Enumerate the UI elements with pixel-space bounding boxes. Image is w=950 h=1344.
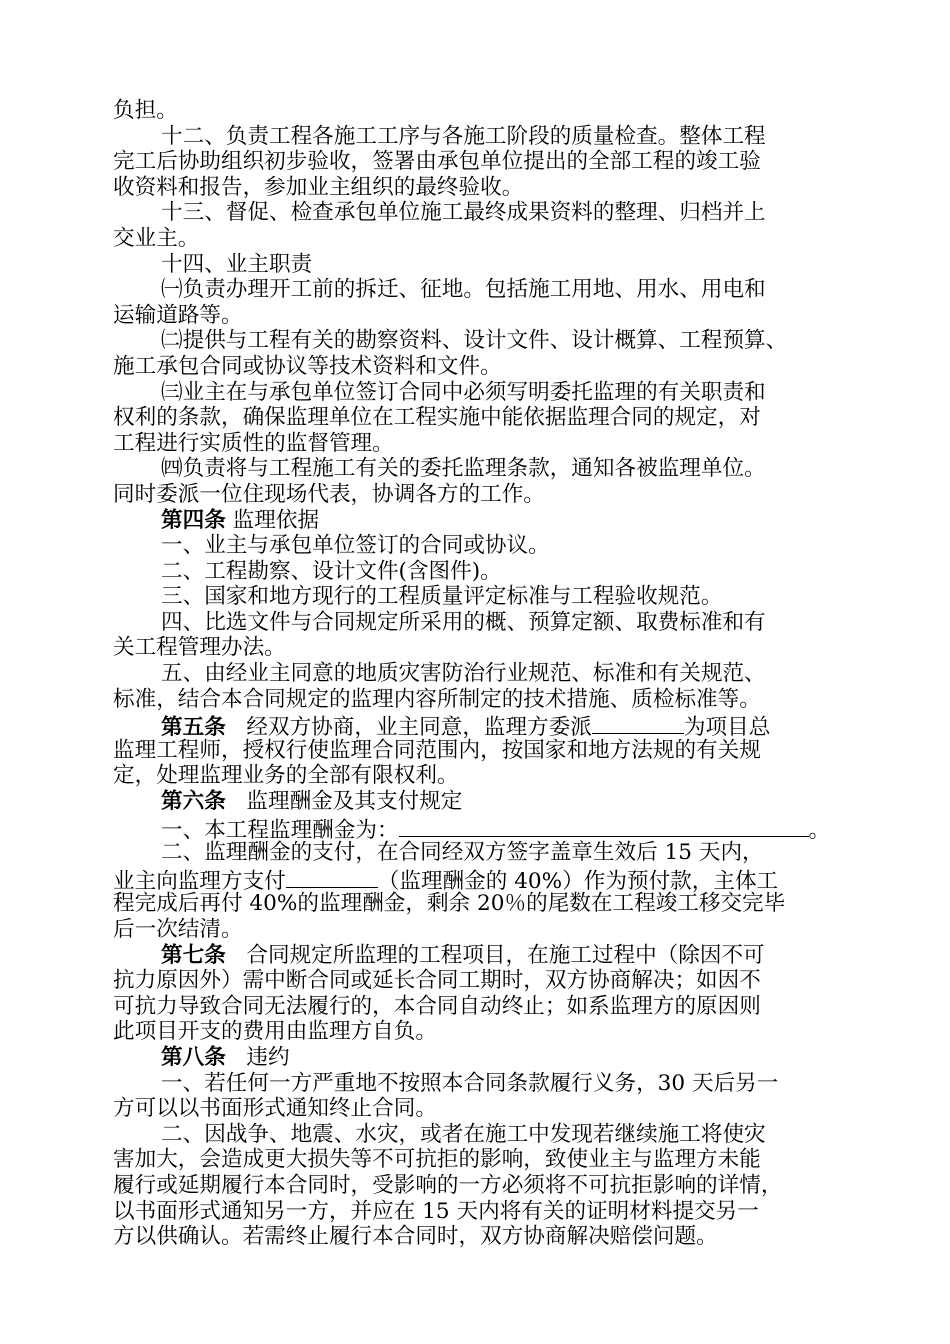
paragraph-line: 一、业主与承包单位签订的合同或协议。: [161, 533, 550, 559]
paragraph-line: 以书面形式通知另一方，并应在 15 天内将有关的证明材料提交另一: [113, 1198, 759, 1224]
paragraph-line: 可抗力导致合同无法履行的，本合同自动终止；如系监理方的原因则: [113, 993, 761, 1019]
prepayment-blank[interactable]: [286, 867, 378, 888]
article-number: 第八条: [161, 1044, 226, 1070]
paragraph-line: 监理工程师，授权行使监理合同范围内，按国家和地方法规的有关规: [113, 737, 761, 763]
article-6-heading: 第六条 监理酬金及其支付规定: [161, 789, 463, 815]
paragraph-line: 四、比选文件与合同规定所采用的概、预算定额、取费标准和有: [161, 609, 766, 635]
article-5-line: 第五条 经双方协商，业主同意，监理方委派 为项目总: [161, 715, 771, 741]
paragraph-line: ㈡提供与工程有关的勘察资料、设计文件、设计概算、工程预算、: [161, 328, 788, 354]
paragraph-line: 十二、负责工程各施工工序与各施工阶段的质量检查。整体工程: [161, 123, 766, 149]
supervisor-name-blank[interactable]: [592, 713, 684, 734]
paragraph-line: 运输道路等。: [113, 302, 243, 328]
paragraph-line: 工程进行实质性的监督管理。: [113, 430, 394, 456]
article-4-heading: 第四条 监理依据: [161, 507, 320, 533]
paragraph-line: 施工承包合同或协议等技术资料和文件。: [113, 353, 502, 379]
paragraph-line: ㈣负责将与工程施工有关的委托监理条款，通知各被监理单位。: [161, 456, 766, 482]
paragraph-line: 一、若任何一方严重地不按照本合同条款履行义务，30 天后另一: [161, 1070, 779, 1096]
paragraph-line: 同时委派一位住现场代表，协调各方的工作。: [113, 481, 545, 507]
paragraph-line: 方以供确认。若需终止履行本合同时，双方协商解决赔偿问题。: [113, 1224, 718, 1250]
paragraph-line: 二、工程勘察、设计文件(含图件)。: [161, 558, 502, 584]
article-number: 第七条: [161, 942, 226, 968]
article-7-line: 第七条 合同规定所监理的工程项目，在施工过程中（除因不可: [161, 942, 765, 968]
paragraph-line: 后一次结清。: [113, 917, 243, 942]
document-page: [113, 99, 853, 1251]
paragraph-line: 程完成后再付 40%的监理酬金，剩余 20％的尾数在工程竣工移交完毕: [113, 891, 786, 917]
paragraph-line: 完工后协助组织初步验收，签署由承包单位提出的全部工程的竣工验: [113, 149, 761, 175]
paragraph-line: 十三、督促、检查承包单位施工最终成果资料的整理、归档并上: [161, 200, 766, 226]
paragraph-line: ㈢业主在与承包单位签订合同中必须写明委托监理的有关职责和: [161, 379, 766, 405]
paragraph-line: 害加大，会造成更大损失等不可抗拒的影响，致使业主与监理方未能: [113, 1147, 761, 1173]
article-number: 第五条: [161, 715, 226, 741]
paragraph-line: 三、国家和地方现行的工程质量评定标准与工程验收规范。: [161, 584, 723, 610]
paragraph-line: 收资料和报告，参加业主组织的最终验收。: [113, 174, 524, 200]
paragraph-line: 定，处理监理业务的全部有限权利。: [113, 763, 459, 789]
paragraph-line: 业主向监理方支付 （监理酬金的 40%）作为预付款，主体工: [113, 868, 779, 894]
section-heading: 十四、业主职责: [161, 251, 313, 277]
paragraph-line: 关工程管理办法。: [113, 635, 286, 661]
paragraph-line: 负担。: [113, 98, 178, 123]
article-number: 第四条: [161, 507, 226, 533]
paragraph-line: 履行或延期履行本合同时，受影响的一方必须将不可抗拒影响的详情，: [113, 1172, 783, 1198]
article-8-heading: 第八条 违约: [161, 1044, 290, 1070]
paragraph-line: 一、本工程监理酬金为： 。: [161, 817, 831, 843]
paragraph-line: 二、监理酬金的支付，在合同经双方签字盖章生效后 15 天内，: [161, 840, 764, 866]
paragraph-line: ㈠负责办理开工前的拆迁、征地。包括施工用地、用水、用电和: [161, 277, 766, 303]
fee-amount-blank[interactable]: [399, 816, 809, 837]
paragraph-line: 二、因战争、地震、水灾，或者在施工中发现若继续施工将使灾: [161, 1121, 766, 1147]
paragraph-line: 权利的条款，确保监理单位在工程实施中能依据监理合同的规定，对: [113, 405, 761, 431]
paragraph-line: 标准，结合本合同规定的监理内容所制定的技术措施、质检标准等。: [113, 686, 761, 712]
paragraph-line: 五、由经业主同意的地质灾害防治行业规范、标准和有关规范、: [161, 661, 766, 687]
article-number: 第六条: [161, 789, 226, 815]
paragraph-line: 方可以以书面形式通知终止合同。: [113, 1096, 437, 1122]
paragraph-line: 抗力原因外）需中断合同或延长合同工期时，双方协商解决；如因不: [113, 968, 761, 994]
paragraph-line: 交业主。: [113, 225, 200, 251]
paragraph-line: 此项目开支的费用由监理方自负。: [113, 1019, 437, 1045]
